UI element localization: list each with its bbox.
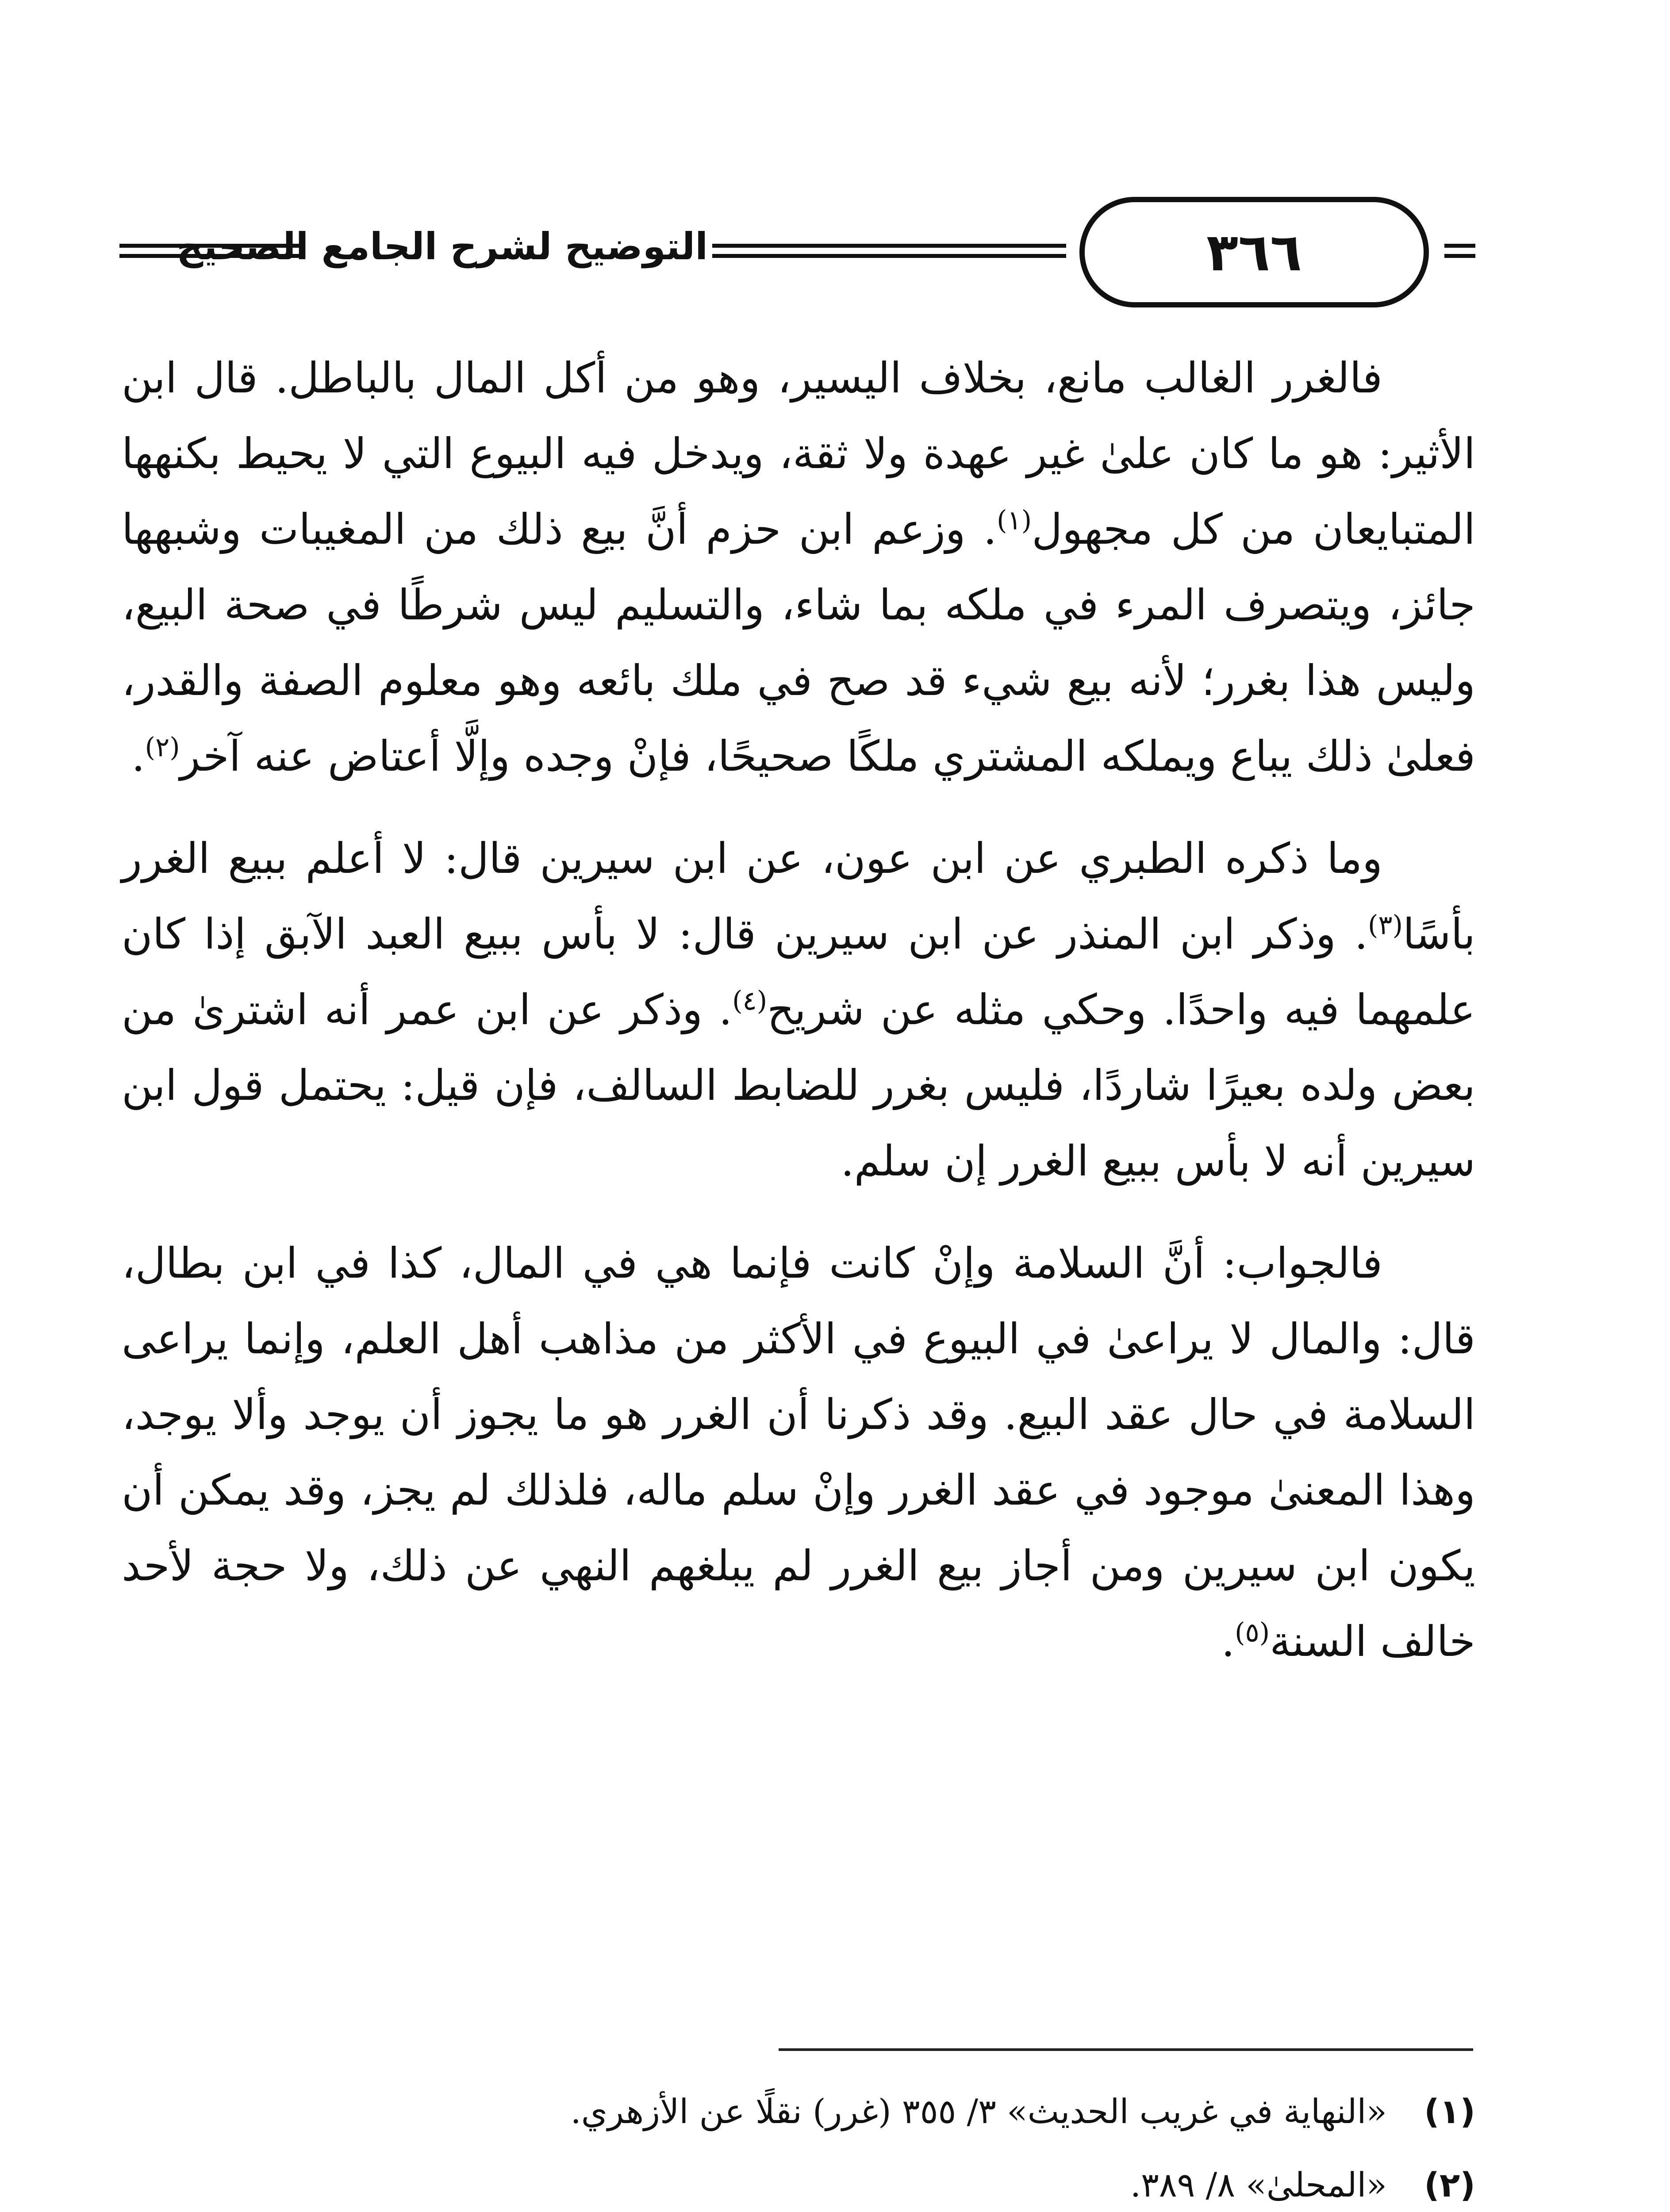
footnote-2 — [122, 2148, 1475, 2212]
footnote-1 — [122, 2075, 1475, 2148]
running-header — [119, 188, 1475, 321]
footnote-ref-2: (٢) — [145, 732, 180, 763]
footnote-ref-1: (١) — [997, 505, 1032, 536]
header-rule-middle — [712, 244, 1066, 258]
page-number-badge — [1079, 197, 1429, 307]
footnotes — [122, 2075, 1475, 2212]
header-rule-right — [1444, 244, 1475, 258]
main-text — [122, 341, 1475, 1706]
book-title: التوضيح لشرح الجامع الصحيح — [176, 225, 708, 268]
footnote-text: «المحلىٰ» ٨/ ٣٨٩. — [1130, 2165, 1387, 2204]
footnote-ref-5: (٥) — [1235, 1617, 1270, 1648]
paragraph-1: فالغرر الغالب مانع، بخلاف اليسير، وهو من أكل المال بالباطل. قال ابن الأثير: هو ما كان علىٰ غير عهدة ولا ثقة، ويدخل فيه البيوع التي لا يحيط بكنهها المتبايعان من كل مجهول$^{(١)}$. وزعم ابن حزم أنَّ بيع ذلك من المغيبات وشبهها جائز، ويتصرف المرء في ملكه بما شاء، والتسليم ليس شرطًا في صحة البيع، وليس هذا بغرر؛ لأنه بيع شيء قد صح في ملك بائعه وهو معلوم الصفة والقدر، فعلىٰ ذلك يباع ويملكه المشتري ملكًا صحيحًا، فإنْ وجده وإلَّا أعتاض عنه آخر$^{(٢)}$. — [122, 354, 1475, 781]
footnote-text: «النهاية في غريب الحديث» ٣/ ٣٥٥ (غرر) نقلًا عن الأزهري. — [570, 2092, 1387, 2131]
footnote-ref-4: (٤) — [732, 985, 768, 1017]
footnote-ref-3: (٣) — [1367, 910, 1403, 941]
footnote-number: (١) — [1424, 2092, 1475, 2131]
paragraph-3: فالجواب: أنَّ السلامة وإنْ كانت فإنما هي في المال، كذا في ابن بطال، قال: والمال لا يراعىٰ في البيوع في الأكثر من مذاهب أهل العلم، وإنما يراعى السلامة في حال عقد البيع. وقد ذكرنا أن الغرر هو ما يجوز أن يوجد وألا يوجد، وهذا المعنىٰ موجود في عقد الغرر وإنْ سلم ماله، فلذلك لم يجز، وقد يمكن أن يكون ابن سيرين ومن أجاز بيع الغرر لم يبلغهم النهي عن ذلك، ولا حجة لأحد خالف السنة$^{(٥)}$. — [122, 1239, 1475, 1666]
paragraph-2: وما ذكره الطبري عن ابن عون، عن ابن سيرين قال: لا أعلم ببيع الغرر بأسًا$^{(٣)}$. وذكر ابن المنذر عن ابن سيرين قال: لا بأس ببيع العبد الآبق إذا كان علمهما فيه واحدًا. وحكي مثله عن شريح$^{(٤)}$. وذكر عن ابن عمر أنه اشترىٰ من بعض ولده بعيرًا شاردًا، فليس بغرر للضابط السالف، فإن قيل: يحتمل قول ابن سيرين أنه لا بأس ببيع الغرر إن سلم. — [122, 834, 1475, 1186]
footnote-separator — [779, 2048, 1473, 2051]
footnote-number: (٢) — [1424, 2165, 1475, 2204]
page-number: ٣٦٦ — [1206, 222, 1302, 283]
